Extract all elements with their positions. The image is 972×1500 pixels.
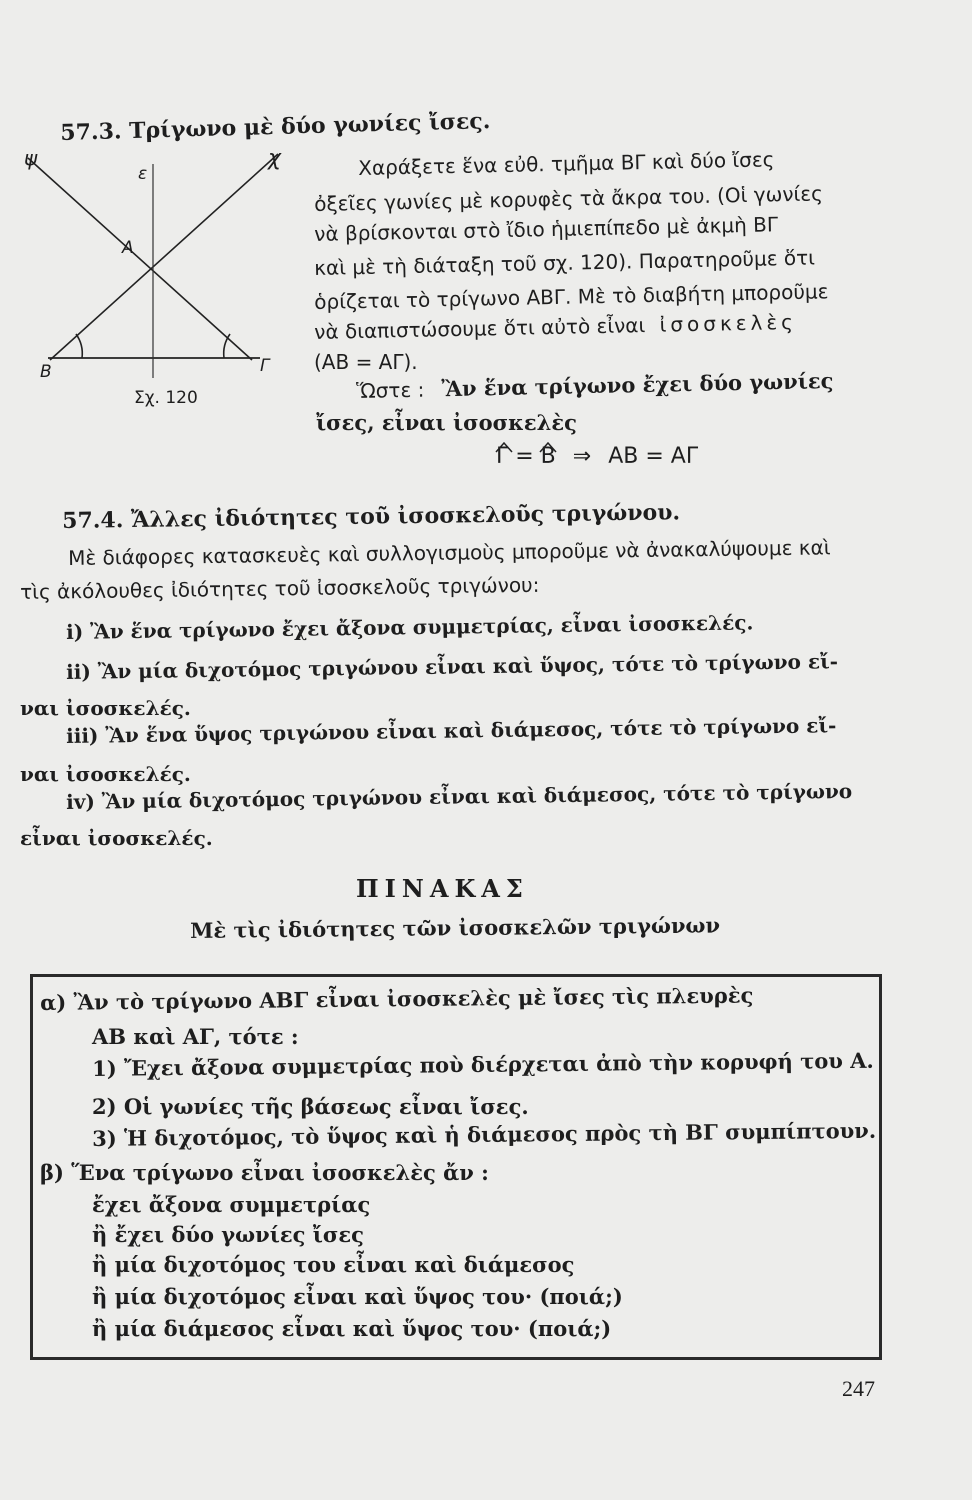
- text-line-6: [314, 310, 797, 344]
- box-a-line-1: α) Ἂν τὸ τρίγωνο ΑΒΓ εἶναι ἰσοσκελὲς μὲ ἴσες τὶς πλευρὲς: [40, 982, 754, 1015]
- text-line-7: (ΑΒ = ΑΓ).: [314, 350, 418, 374]
- hat-beta: [540, 443, 556, 452]
- text-line-3: νὰ βρίσκονται στὸ ἴδιο ἡμιεπίπεδο μὲ ἀκμὴ ΒΓ: [314, 212, 779, 246]
- section-57-4-heading: 57.4. Ἄλλες ἰδιότητες τοῦ ἰσοσκελοῦς τριγώνου.: [62, 499, 681, 534]
- text-line-6-prefix: νὰ διαπιστώσουμε ὅτι αὐτὸ εἶναι: [314, 313, 646, 344]
- conclusion-line: [356, 368, 834, 403]
- box-b-item-2: ἢ ἔχει δύο γωνίες ἴσες: [92, 1222, 364, 1247]
- conclusion-bold-2: ἴσες, εἶναι ἰσοσκελὲς: [316, 410, 577, 435]
- text-line-5: ὁρίζεται τὸ τρίγωνο ΑΒΓ. Μὲ τὸ διαβήτη μποροῦμε: [314, 279, 829, 314]
- table-subtitle: Μὲ τὶς ἰδιότητες τῶν ἰσοσκελῶν τριγώνων: [190, 912, 721, 943]
- box-a-item-2: 2) Οἱ γωνίες τῆς βάσεως εἶναι ἴσες.: [92, 1094, 529, 1119]
- label-vertex-a: Α: [122, 238, 134, 258]
- box-a-item-3: 3) Ἡ διχοτόμος, τὸ ὕψος καὶ ἡ διάμεσος πρὸς τὴ ΒΓ συμπίπτουν.: [92, 1117, 877, 1151]
- text-line-4: καὶ μὲ τὴ διάταξη τοῦ σχ. 120). Παρατηροῦμε ὅτι: [314, 245, 816, 280]
- table-title: ΠΙΝΑΚΑΣ: [356, 874, 529, 903]
- box-b-item-5: ἢ μία διάμεσος εἶναι καὶ ὕψος του· (ποιά;): [92, 1316, 612, 1341]
- figure-caption: Σχ. 120: [134, 388, 198, 408]
- page-number: 247: [842, 1376, 875, 1401]
- intro-line-1: Μὲ διάφορες κατασκευὲς καὶ συλλογισμοὺς μποροῦμε νὰ ἀνακαλύψουμε καὶ: [68, 535, 831, 570]
- property-iii-line-1: iii) Ἂν ἕνα ὕψος τριγώνου εἶναι καὶ διάμεσος, τότε τὸ τρίγωνο εἴ-: [66, 713, 837, 748]
- box-a-item-1: 1) Ἔχει ἄξονα συμμετρίας ποὺ διέρχεται ἀπὸ τὴν κορυφή του Α.: [92, 1047, 874, 1081]
- intro-line-2: τὶς ἀκόλουθες ἰδιότητες τοῦ ἰσοσκελοῦς τριγώνου:: [20, 572, 540, 604]
- section-57-3-heading: 57.3. Τρίγωνο μὲ δύο γωνίες ἴσες.: [60, 107, 491, 146]
- box-b-item-4: ἢ μία διχοτόμος εἶναι καὶ ὕψος του· (ποιά;): [92, 1284, 623, 1309]
- line-g-psi: [50, 154, 278, 360]
- line-b-chi: [28, 158, 252, 360]
- box-a-line-2: ΑΒ καὶ ΑΓ, τότε :: [92, 1024, 299, 1049]
- formula-hats: [494, 440, 574, 454]
- box-b-line-1: β) Ἕνα τρίγωνο εἶναι ἰσοσκελὲς ἄν :: [40, 1160, 489, 1185]
- text-line-6-spaced: ἰσοσκελὲς: [659, 309, 798, 337]
- formula-arrow: ⇒: [572, 444, 592, 469]
- property-ii-line-1: ii) Ἂν μία διχοτόμος τριγώνου εἶναι καὶ ὕψος, τότε τὸ τρίγωνο εἴ-: [66, 649, 839, 684]
- property-iv-line-1: iv) Ἂν μία διχοτόμος τριγώνου εἶναι καὶ διάμεσος, τότε τὸ τρίγωνο: [66, 779, 853, 814]
- formula-left: Γ = Β: [496, 444, 556, 469]
- property-iii-line-2: ναι ἰσοσκελές.: [20, 762, 191, 786]
- label-epsilon: ε: [138, 164, 148, 184]
- label-chi: χ: [268, 146, 282, 171]
- label-psi: ψ: [24, 146, 38, 170]
- angle-arc-b: [76, 334, 82, 358]
- angle-arc-g: [224, 334, 230, 358]
- hat-gamma: [496, 443, 512, 452]
- label-vertex-g: Γ: [260, 356, 270, 376]
- box-b-item-3: ἢ μία διχοτόμος του εἶναι καὶ διάμεσος: [92, 1252, 575, 1277]
- box-b-item-1: ἔχει ἄξονα συμμετρίας: [92, 1192, 371, 1217]
- conclusion-prefix: Ὥστε :: [356, 377, 425, 403]
- text-line-2: ὀξεῖες γωνίες μὲ κορυφὲς τὰ ἄκρα του. (Οἱ γωνίες: [314, 181, 824, 216]
- property-ii-line-2: ναι ἰσοσκελές.: [20, 696, 191, 720]
- property-i: i) Ἂν ἕνα τρίγωνο ἔχει ἄξονα συμμετρίας, εἶναι ἰσοσκελές.: [66, 610, 754, 644]
- label-vertex-b: Β: [40, 362, 52, 382]
- property-iv-line-2: εἶναι ἰσοσκελές.: [20, 826, 213, 850]
- figure-120: [20, 150, 290, 420]
- text-line-1: Χαράξετε ἕνα εὐθ. τμῆμα ΒΓ καὶ δύο ἴσες: [358, 147, 775, 180]
- formula-right: ΑΒ = ΑΓ: [608, 444, 699, 469]
- conclusion-bold: Ἂν ἕνα τρίγωνο ἔχει δύο γωνίες: [441, 368, 834, 402]
